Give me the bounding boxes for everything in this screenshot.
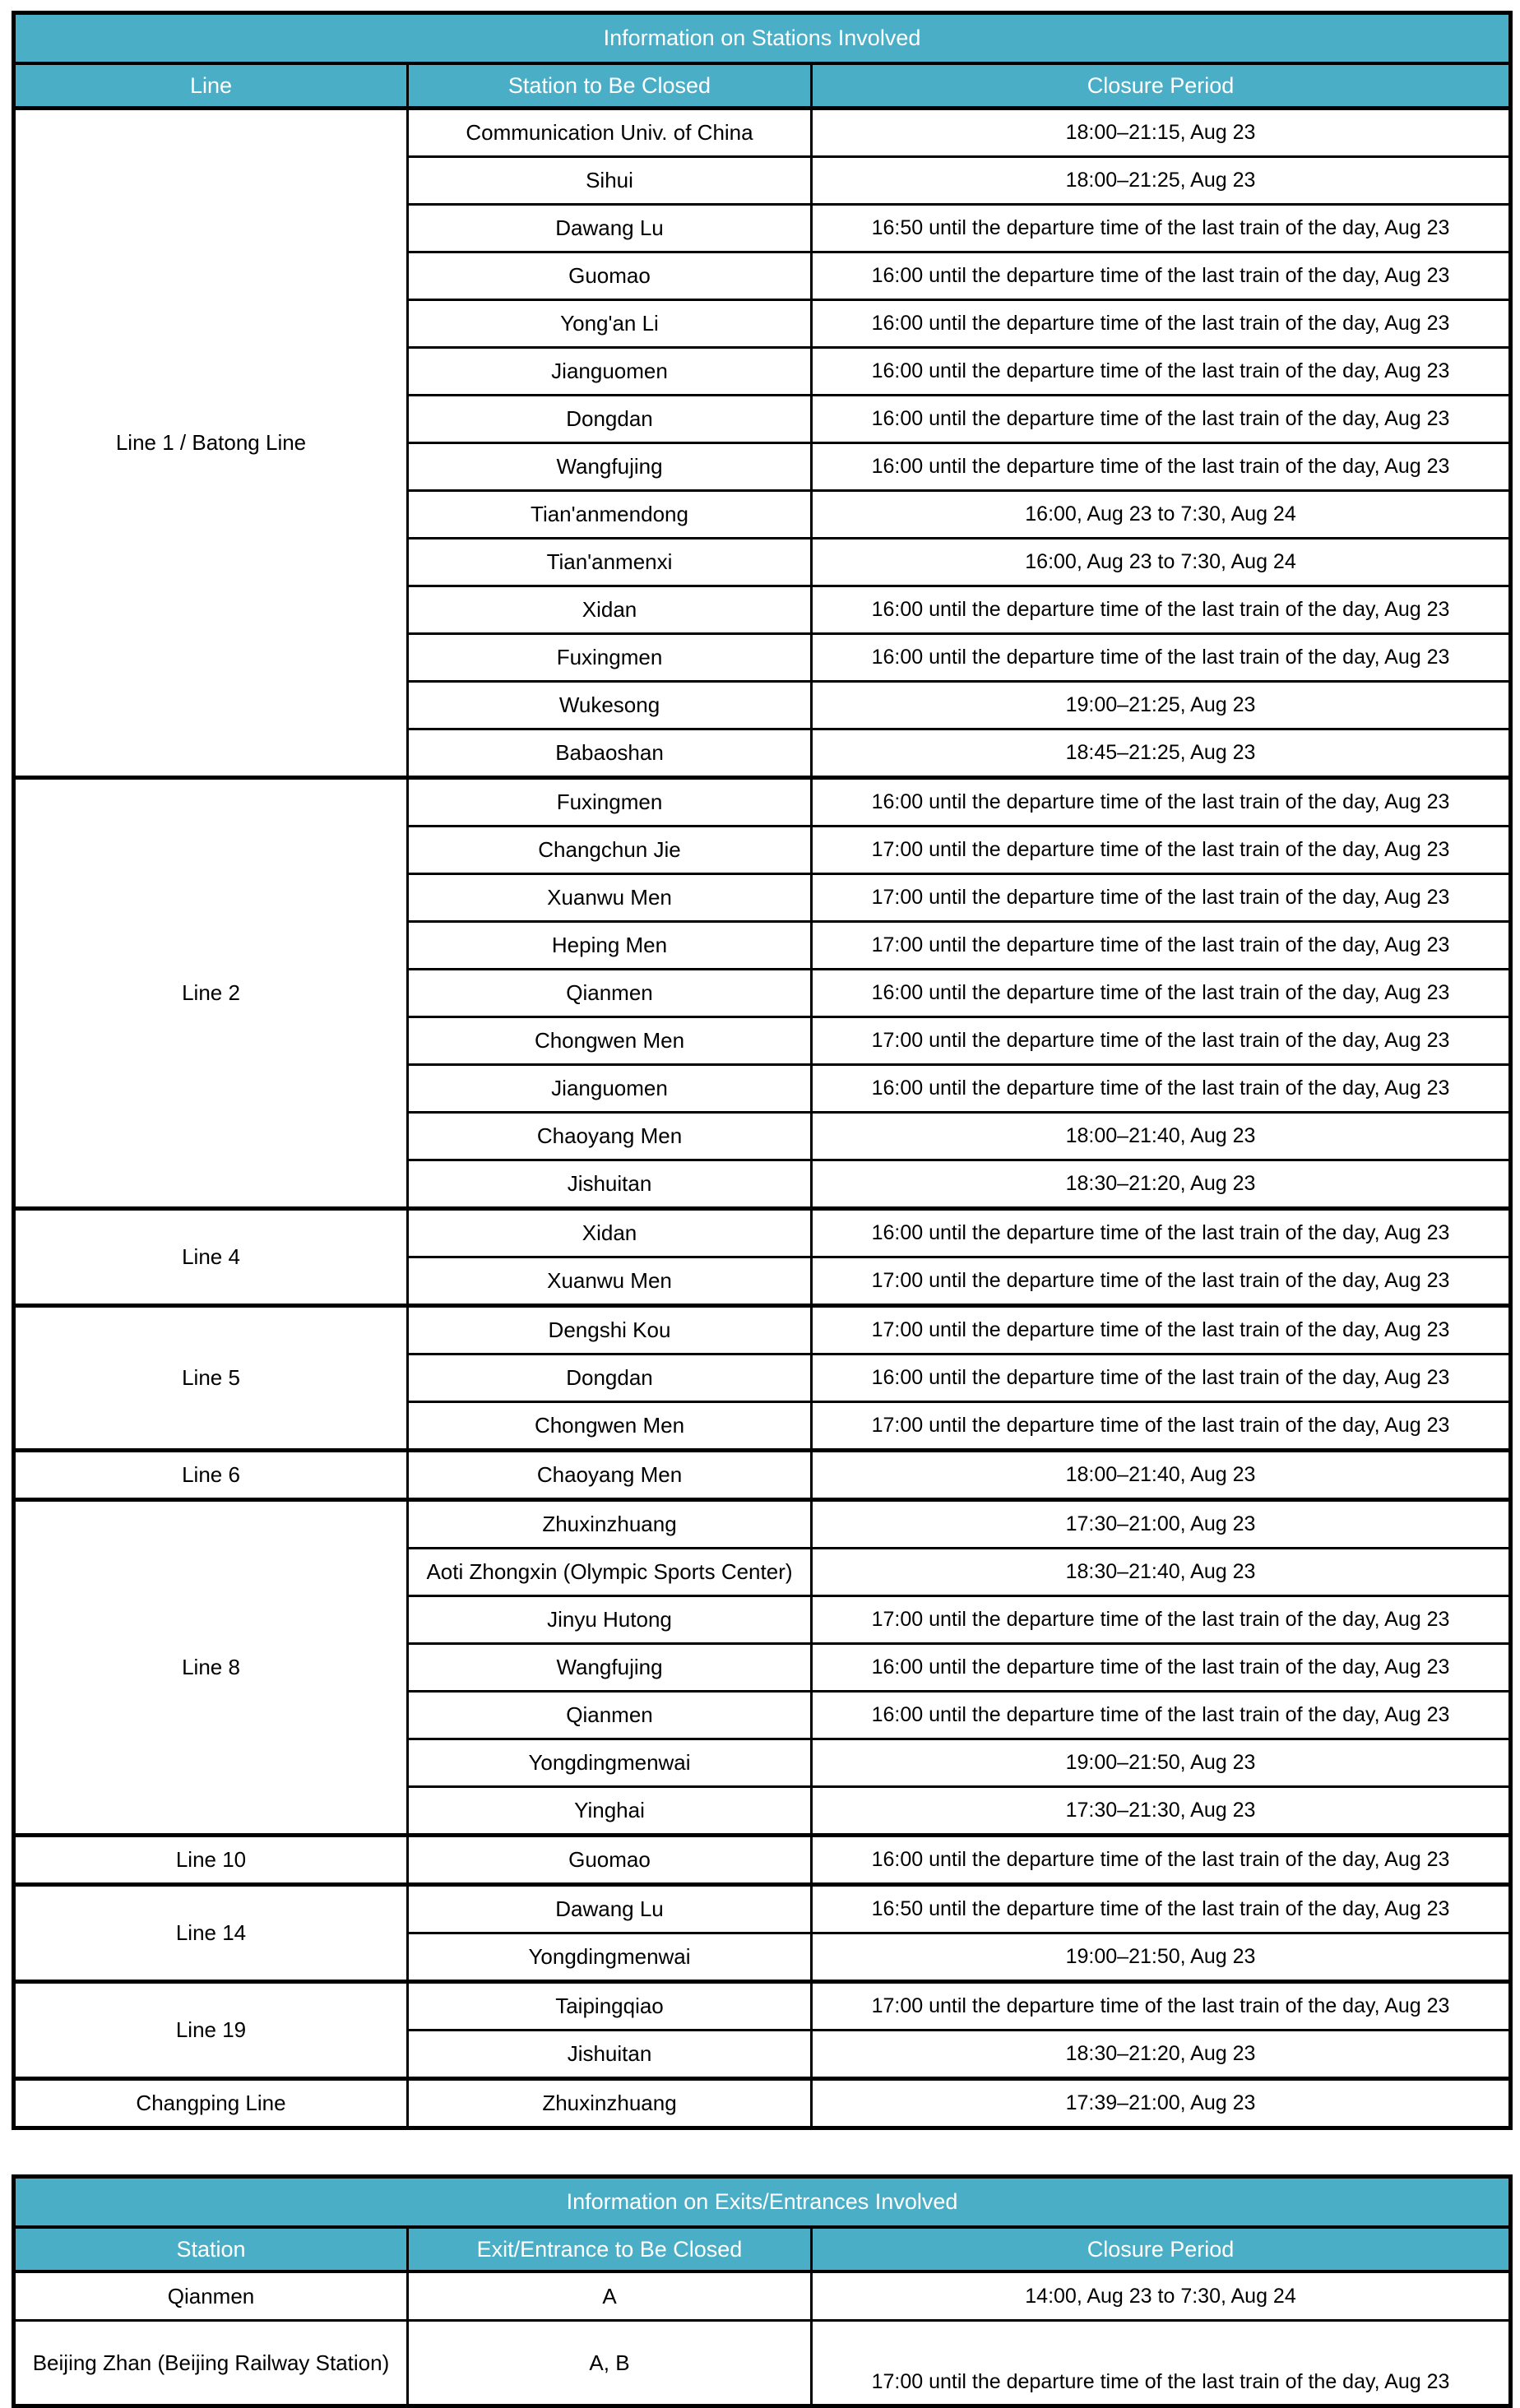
station-cell: Aoti Zhongxin (Olympic Sports Center) <box>408 1549 812 1596</box>
closure-cell: 18:00–21:25, Aug 23 <box>812 157 1511 205</box>
closure-cell: 16:00 until the departure time of the last train of the day, Aug 23 <box>812 1692 1511 1739</box>
exit-cell: A, B <box>408 2321 812 2406</box>
closure-cell: 16:00 until the departure time of the last train of the day, Aug 23 <box>812 1065 1511 1113</box>
station-cell: Xuanwu Men <box>408 1257 812 1306</box>
closure-cell: 18:00–21:15, Aug 23 <box>812 109 1511 157</box>
stations-table-title-row <box>14 13 1511 64</box>
table-row <box>14 1836 1511 1885</box>
closure-cell: 16:00 until the departure time of the last train of the day, Aug 23 <box>812 1354 1511 1402</box>
closure-cell: 16:00 until the departure time of the last train of the day, Aug 23 <box>812 443 1511 491</box>
closure-cell: 17:00 until the departure time of the last train of the day, Aug 23 <box>812 1402 1511 1451</box>
closure-cell: 16:00, Aug 23 to 7:30, Aug 24 <box>812 539 1511 586</box>
station-cell: Dongdan <box>408 1354 812 1402</box>
line-group-label: Line 14 <box>14 1885 408 1982</box>
station-cell: Taipingqiao <box>408 1982 812 2031</box>
station-cell: Qianmen <box>408 1692 812 1739</box>
closure-cell: 16:00 until the departure time of the last train of the day, Aug 23 <box>812 778 1511 827</box>
closure-cell: 16:00 until the departure time of the last train of the day, Aug 23 <box>812 300 1511 348</box>
station-cell: Jianguomen <box>408 1065 812 1113</box>
line-group-label: Line 19 <box>14 1982 408 2079</box>
station-cell: Tian'anmenxi <box>408 539 812 586</box>
table-row <box>14 2321 1511 2406</box>
station-cell: Jishuitan <box>408 1160 812 1209</box>
table-row <box>14 1982 1511 2031</box>
station-cell: Jishuitan <box>408 2031 812 2079</box>
closure-cell: 14:00, Aug 23 to 7:30, Aug 24 <box>812 2271 1511 2321</box>
closure-cell: 16:00 until the departure time of the last train of the day, Aug 23 <box>812 1836 1511 1885</box>
station-cell: Communication Univ. of China <box>408 109 812 157</box>
table-row <box>14 778 1511 827</box>
closure-cell: 16:00 until the departure time of the last train of the day, Aug 23 <box>812 348 1511 396</box>
station-cell: Zhuxinzhuang <box>408 1500 812 1549</box>
table-row <box>14 1885 1511 1933</box>
station-cell: Guomao <box>408 1836 812 1885</box>
station-cell: Babaoshan <box>408 729 812 778</box>
table-row <box>14 1306 1511 1354</box>
closure-cell: 18:00–21:40, Aug 23 <box>812 1451 1511 1500</box>
station-cell: Tian'anmendong <box>408 491 812 539</box>
station-cell: Wangfujing <box>408 1644 812 1692</box>
column-header-closure: Closure Period <box>812 63 1511 109</box>
stations-table <box>12 11 1513 2130</box>
column-header-station: Station <box>14 2227 408 2271</box>
closure-cell: 16:50 until the departure time of the last train of the day, Aug 23 <box>812 1885 1511 1933</box>
closure-cell: 17:00 until the departure time of the last train of the day, Aug 23 <box>812 1982 1511 2031</box>
line-group-label: Line 10 <box>14 1836 408 1885</box>
closure-cell: 16:00 until the departure time of the last train of the day, Aug 23 <box>812 252 1511 300</box>
closure-cell: 19:00–21:25, Aug 23 <box>812 682 1511 729</box>
station-cell: Jinyu Hutong <box>408 1596 812 1644</box>
exits-table-title: Information on Exits/Entrances Involved <box>14 2177 1511 2228</box>
column-header-line: Line <box>14 63 408 109</box>
line-group-label: Line 1 / Batong Line <box>14 109 408 778</box>
station-cell: Guomao <box>408 252 812 300</box>
line-group-label: Line 4 <box>14 1209 408 1306</box>
closure-cell: 17:30–21:00, Aug 23 <box>812 1500 1511 1549</box>
closure-cell: 18:30–21:20, Aug 23 <box>812 1160 1511 1209</box>
station-cell: Chaoyang Men <box>408 1451 812 1500</box>
station-cell: Dawang Lu <box>408 205 812 252</box>
closure-cell: 18:00–21:40, Aug 23 <box>812 1113 1511 1160</box>
closure-cell: 17:39–21:00, Aug 23 <box>812 2079 1511 2128</box>
station-cell: Changchun Jie <box>408 827 812 874</box>
closure-cell: 16:00, Aug 23 to 7:30, Aug 24 <box>812 491 1511 539</box>
station-cell: Jianguomen <box>408 348 812 396</box>
station-cell: Zhuxinzhuang <box>408 2079 812 2128</box>
column-header-closure: Closure Period <box>812 2227 1511 2271</box>
exits-table <box>12 2174 1513 2408</box>
station-cell: Chongwen Men <box>408 1017 812 1065</box>
closure-cell: 16:00 until the departure time of the last train of the day, Aug 23 <box>812 396 1511 443</box>
station-cell: Qianmen <box>14 2271 408 2321</box>
line-group-label: Line 8 <box>14 1500 408 1836</box>
station-cell: Qianmen <box>408 970 812 1017</box>
closure-cell: 17:00 until the departure time of the last train of the day, Aug 23 <box>812 1306 1511 1354</box>
closure-cell: 18:45–21:25, Aug 23 <box>812 729 1511 778</box>
station-cell: Beijing Zhan (Beijing Railway Station) <box>14 2321 408 2406</box>
closure-cell: 17:00 until the departure time of the last train of the day, Aug 23 <box>812 1257 1511 1306</box>
line-group-label: Line 5 <box>14 1306 408 1451</box>
closure-cell: 19:00–21:50, Aug 23 <box>812 1933 1511 1982</box>
closure-cell: 16:00 until the departure time of the last train of the day, Aug 23 <box>812 1644 1511 1692</box>
station-cell: Xidan <box>408 586 812 634</box>
line-group-label: Line 2 <box>14 778 408 1209</box>
closure-cell: 16:00 until the departure time of the last train of the day, Aug 23 <box>812 586 1511 634</box>
station-cell: Sihui <box>408 157 812 205</box>
closure-cell: 17:30–21:30, Aug 23 <box>812 1787 1511 1836</box>
closure-cell: 17:00 until the departure time of the last train of the day, Aug 23 <box>812 922 1511 970</box>
exits-table-title-row <box>14 2177 1511 2228</box>
closure-cell: 17:00 until the departure time of the last train of the day, Aug 23 <box>812 874 1511 922</box>
station-cell: Wukesong <box>408 682 812 729</box>
station-cell: Yinghai <box>408 1787 812 1836</box>
closure-cell: 18:30–21:40, Aug 23 <box>812 1549 1511 1596</box>
table-row <box>14 2079 1511 2128</box>
closure-cell: 17:00 until the departure time of the last train of the day, Aug 23 <box>812 1596 1511 1644</box>
closure-cell: 17:00 until the departure time of the last train of the day, Aug 23 <box>812 2321 1511 2406</box>
station-cell: Dongdan <box>408 396 812 443</box>
exit-cell: A <box>408 2271 812 2321</box>
table-row <box>14 1500 1511 1549</box>
table-row <box>14 109 1511 157</box>
station-cell: Dengshi Kou <box>408 1306 812 1354</box>
closure-cell: 16:50 until the departure time of the last train of the day, Aug 23 <box>812 205 1511 252</box>
closure-cell: 18:30–21:20, Aug 23 <box>812 2031 1511 2079</box>
closure-cell: 17:00 until the departure time of the last train of the day, Aug 23 <box>812 827 1511 874</box>
stations-table-title: Information on Stations Involved <box>14 13 1511 64</box>
station-cell: Yongdingmenwai <box>408 1933 812 1982</box>
stations-table-header-row <box>14 63 1511 109</box>
station-cell: Yong'an Li <box>408 300 812 348</box>
station-cell: Fuxingmen <box>408 634 812 682</box>
closure-cell: 19:00–21:50, Aug 23 <box>812 1739 1511 1787</box>
line-group-label: Line 6 <box>14 1451 408 1500</box>
closure-cell: 16:00 until the departure time of the last train of the day, Aug 23 <box>812 634 1511 682</box>
station-cell: Fuxingmen <box>408 778 812 827</box>
table-row <box>14 1209 1511 1257</box>
table-row <box>14 1451 1511 1500</box>
column-header-station: Station to Be Closed <box>408 63 812 109</box>
station-cell: Xuanwu Men <box>408 874 812 922</box>
line-group-label: Changping Line <box>14 2079 408 2128</box>
table-row <box>14 2271 1511 2321</box>
station-cell: Wangfujing <box>408 443 812 491</box>
station-cell: Dawang Lu <box>408 1885 812 1933</box>
exits-table-header-row <box>14 2227 1511 2271</box>
station-cell: Chongwen Men <box>408 1402 812 1451</box>
column-header-exit: Exit/Entrance to Be Closed <box>408 2227 812 2271</box>
station-cell: Yongdingmenwai <box>408 1739 812 1787</box>
station-cell: Heping Men <box>408 922 812 970</box>
station-cell: Chaoyang Men <box>408 1113 812 1160</box>
closure-cell: 16:00 until the departure time of the last train of the day, Aug 23 <box>812 1209 1511 1257</box>
closure-cell: 17:00 until the departure time of the last train of the day, Aug 23 <box>812 1017 1511 1065</box>
station-cell: Xidan <box>408 1209 812 1257</box>
closure-cell: 16:00 until the departure time of the last train of the day, Aug 23 <box>812 970 1511 1017</box>
